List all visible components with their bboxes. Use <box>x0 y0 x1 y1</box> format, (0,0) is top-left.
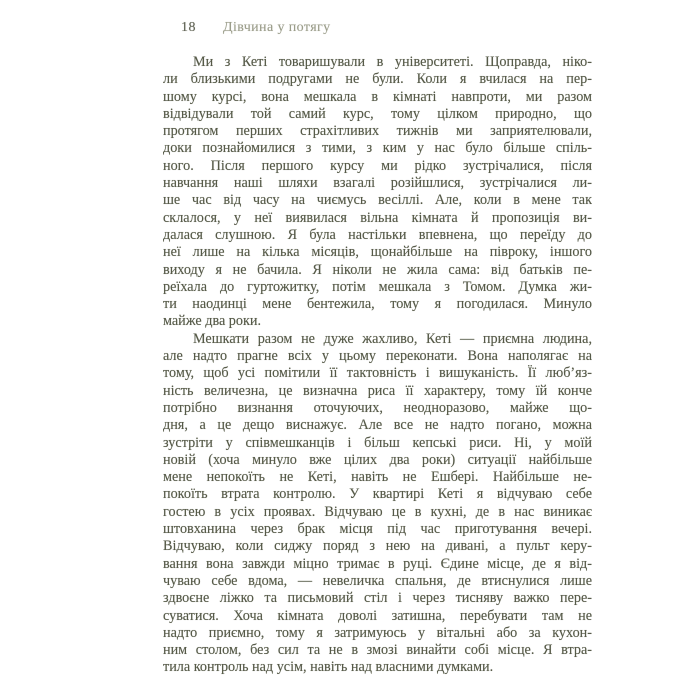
text-line: ше час від часу на чиємусь весіллі. Але, коли в мене так <box>163 192 592 209</box>
text-line: ного. Після першого курсу ми рідко зустрічалися, після <box>163 157 592 174</box>
text-line: мене непокоїть не Кеті, навіть не Ешбері. Найбільше не- <box>163 469 592 486</box>
text-line: покоїть втрата контролю. У квартирі Кеті я відчуваю себе <box>163 486 592 503</box>
page-body-text <box>163 54 592 677</box>
text-line: реїхала до гуртожитку, потім мешкала з Томом. Думка жи- <box>163 278 592 295</box>
text-line: шому курсі, вона мешкала в кімнаті навпроти, ми разом <box>163 88 592 105</box>
text-line: ти наодинці мене бентежила, тому я погодилася. Минуло <box>163 296 592 313</box>
text-line: виходу я не бачила. Я ніколи не жила сама: від батьків пе- <box>163 261 592 278</box>
page-number: 18 <box>181 20 196 35</box>
text-line: Відчуваю, коли сиджу поряд з нею на дивані, а пульт керу- <box>163 538 592 555</box>
text-line: склалося, у неї виявилася вільна кімната й пропозиція ви- <box>163 209 592 226</box>
text-line: чуваю себе вдома, — невеличка спальня, де втиснулися лише <box>163 572 592 589</box>
text-line: далася слушною. Я була настільки впевнена, що переїду до <box>163 226 592 243</box>
text-line: тому, щоб усі помітили її тактовність і вишуканість. Її люб’яз- <box>163 365 592 382</box>
book-title: Дівчина у потягу <box>223 20 331 35</box>
text-line: дня, а це дещо виснажує. Але все не надто погано, можна <box>163 417 592 434</box>
text-line: тила контроль над усім, навіть над власними думками. <box>163 659 494 676</box>
text-line: суватися. Хоча кімната доволі затишна, перебувати там не <box>163 607 592 624</box>
text-line: гостею в усіх проявах. Відчуваю це в кухні, де в нас виникає <box>163 503 592 520</box>
text-line: потрібно визнання оточуючих, неодноразово, майже що- <box>163 399 592 416</box>
text-line: ли близькими подругами не були. Коли я вчилася на пер- <box>163 71 592 88</box>
text-line: ність величезна, це визначна риса її характеру, тому їй конче <box>163 382 592 399</box>
text-line: навчання наші шляхи взагалі розійшлися, зустрічалися ли- <box>163 175 592 192</box>
text-line: вання вона завжди міцно тримає в руці. Єдине місце, де я від- <box>163 555 592 572</box>
text-line: протягом перших страхітливих тижнів ми заприятелювали, <box>163 123 592 140</box>
text-line: доки познайомилися з тими, з ким у нас було більше спіль- <box>163 140 592 157</box>
running-header <box>181 20 331 36</box>
text-line: але надто прагне всіх у цьому переконати. Вона наполягає на <box>163 348 592 365</box>
text-line: Ми з Кеті товаришували в університеті. Щоправда, ніко- <box>193 54 592 70</box>
text-line: Мешкати разом не дуже жахливо, Кеті — приємна людина, <box>193 330 592 347</box>
text-line: зустріти у співмешканців і більш кепські риси. Ні, у моїй <box>163 434 592 451</box>
text-line: ним столом, без сил та не в змозі винайти собі місце. Я втра- <box>163 642 592 659</box>
text-line: новій (хоча минуло вже цілих два роки) ситуації найбільше <box>163 451 592 468</box>
text-line: штовханина через брак місця під час приготування вечері. <box>163 521 592 538</box>
text-line: здвоєне ліжко та письмовий стіл і через тисняву важко пере- <box>163 590 592 607</box>
text-line: надто приємно, тому я затримуюсь у вітальні або за кухон- <box>163 624 592 641</box>
text-line: майже два роки. <box>163 313 262 330</box>
text-line: відвідували той самий курс, тому цілком природно, що <box>163 105 592 122</box>
text-line: неї лише на кілька місяців, щонайбільше на півроку, іншого <box>163 244 592 261</box>
